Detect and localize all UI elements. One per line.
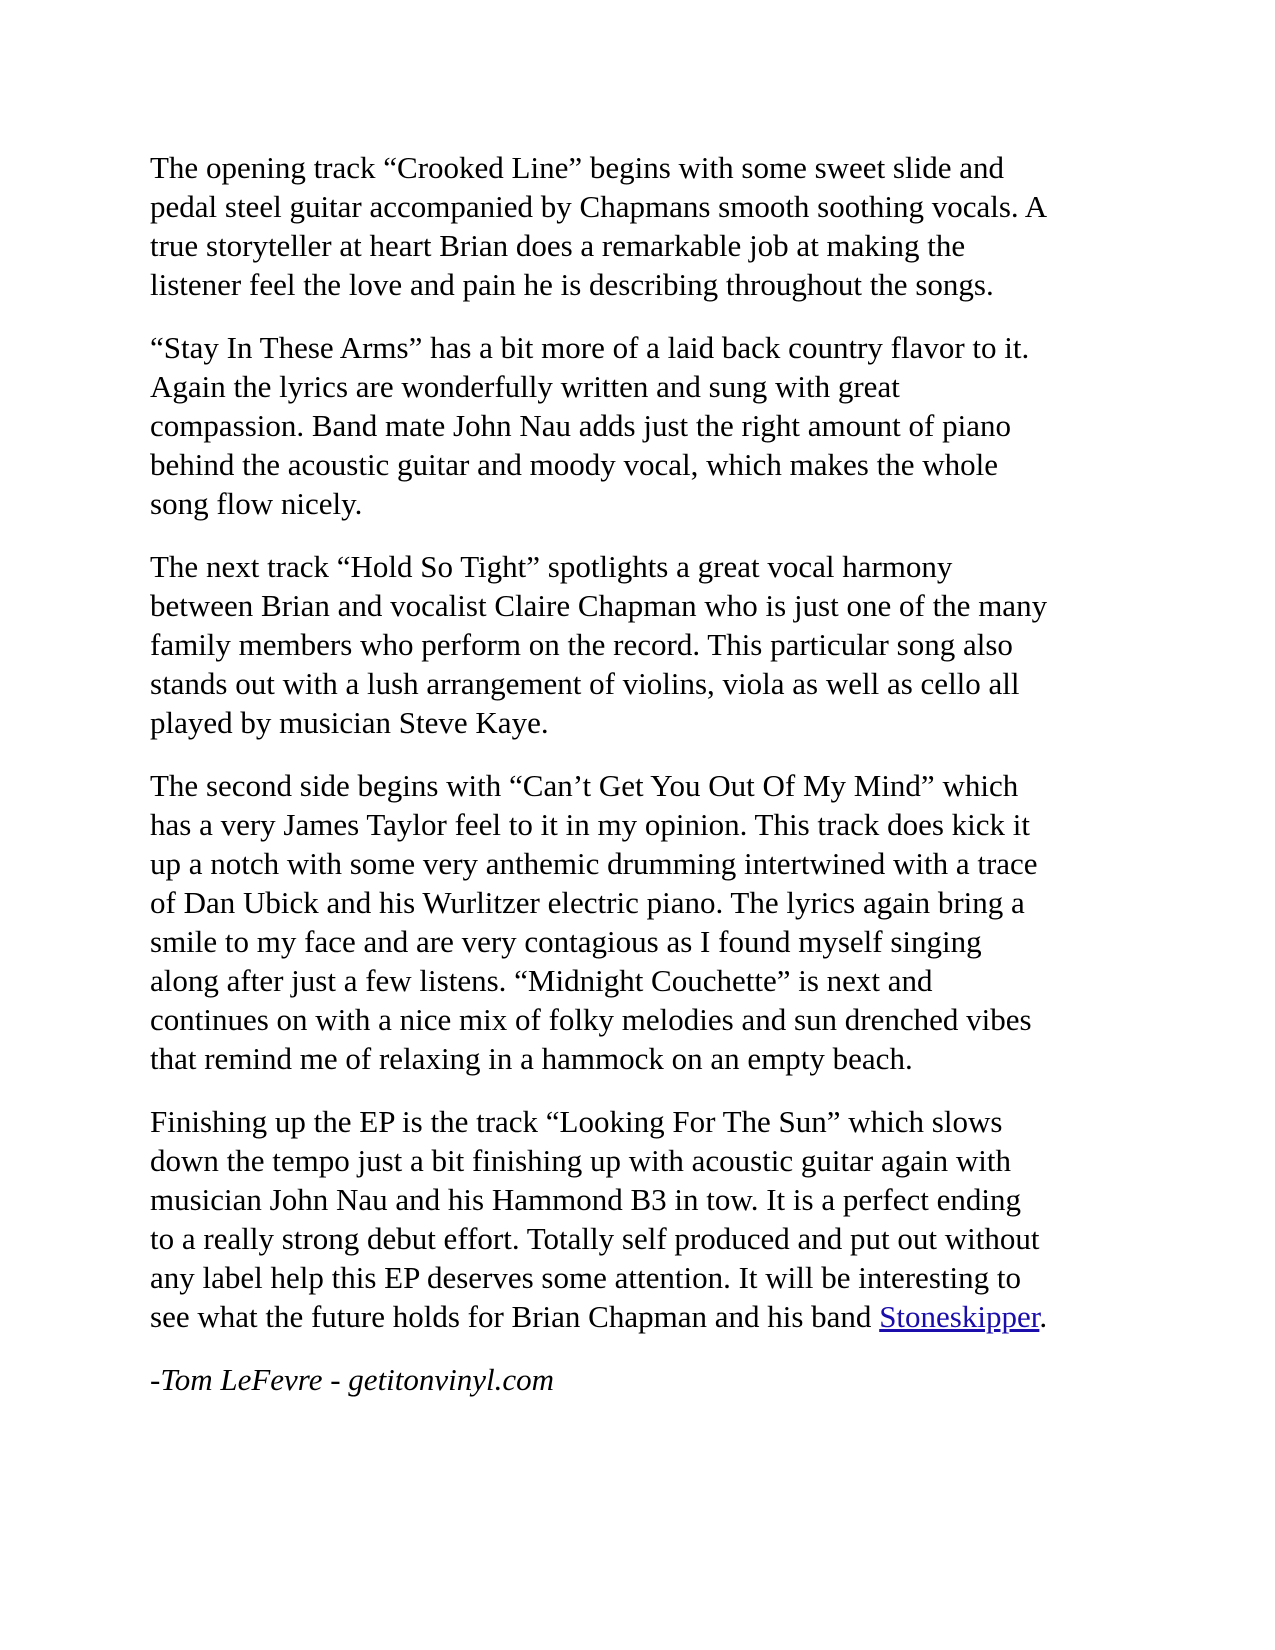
author-signature: -Tom LeFevre - getitonvinyl.com (150, 1362, 555, 1397)
document-body (150, 148, 1160, 1423)
paragraph-2: “Stay In These Arms” has a bit more of a laid back country flavor to it. Again the lyrics are wonderfully written and sung with great compassion. Band mate John Nau adds just the right amount of piano behind the acoustic guitar and moody vocal, which makes the whole song flow nicely. (150, 330, 1030, 521)
paragraph-5-trailing: . (1039, 1299, 1048, 1334)
paragraph-3: The next track “Hold So Tight” spotlights a great vocal harmony between Brian and vocalist Claire Chapman who is just one of the many family members who perform on the record. This particular song also stands out with a lush arrangement of violins, viola as well as cello all played by musician Steve Kaye. (150, 549, 1048, 740)
paragraph-1: The opening track “Crooked Line” begins with some sweet slide and pedal steel guitar accompanied by Chapmans smooth soothing vocals. A true storyteller at heart Brian does a remarkable job at making the listener feel the love and pain he is describing throughout the songs. (150, 150, 1048, 302)
paragraph-5 (150, 1102, 1160, 1336)
paragraph-4: The second side begins with “Can’t Get You Out Of My Mind” which has a very James Taylor feel to it in my opinion. This track does kick it up a notch with some very anthemic drumming intertwined with a trace of Dan Ubick and his Wurlitzer electric piano. The lyrics again bring a smile to my face and are very contagious as I found myself singing along after just a few listens. “Midnight Couchette” is next and continues on with a nice mix of folky melodies and sun drenched vibes that remind me of relaxing in a hammock on an empty beach. (150, 768, 1038, 1076)
stoneskipper-link[interactable]: Stoneskipper (879, 1299, 1040, 1334)
paragraph-5-text: Finishing up the EP is the track “Looking For The Sun” which slows down the tempo just a bit finishing up with acoustic guitar again with musician John Nau and his Hammond B3 in tow. It is a perfect ending to a really strong debut effort. Totally self produced and put out without any label help this EP deserves some attention. It will be interesting to see what the future holds for Brian Chapman and his band (150, 1104, 1040, 1334)
